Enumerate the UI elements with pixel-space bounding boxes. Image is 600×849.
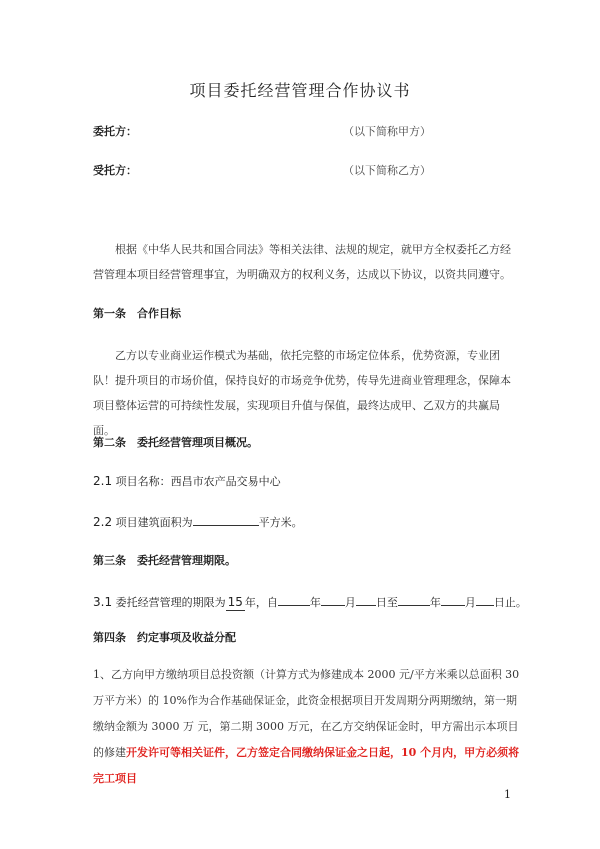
end-year-unit: 年 <box>429 596 441 609</box>
article-1-body: 乙方以专业商业运作模式为基础，依托完整的市场定位体系，优势资源，专业团队！提升项目的市场价值，保持良好的市场竞争优势，传导先进商业管理理念，保障本项目整体运营的可持续性发展，实现项目升值与保值，最终达成甲、乙双方的共赢局面。 <box>93 349 511 437</box>
item-2-1-number: 2.1 <box>93 474 113 488</box>
item-2-2-number: 2.2 <box>93 515 113 529</box>
area-blank <box>193 513 259 526</box>
start-day-unit: 日至 <box>375 596 398 609</box>
document-title: 项目委托经营管理合作协议书 <box>189 81 411 100</box>
party-b-note: （以下简称乙方） <box>343 164 431 177</box>
start-month-blank <box>321 593 345 606</box>
item-2-2-pre: 项目建筑面积为 <box>115 516 193 529</box>
end-month-blank <box>441 593 465 606</box>
end-day-unit: 日止。 <box>493 596 527 609</box>
party-a-label: 委托方： <box>93 125 137 138</box>
item-2-1-text: 项目名称：西昌市农产品交易中心 <box>115 475 281 488</box>
item-2-1 <box>93 473 281 490</box>
party-b-label: 受托方： <box>93 164 137 177</box>
party-a-note: （以下简称甲方） <box>343 125 431 138</box>
article-1-heading: 第一条 合作目标 <box>93 307 181 320</box>
page-number: 1 <box>504 788 511 801</box>
item-3-1-b: 年，自 <box>244 596 278 609</box>
article-2-heading: 第二条 委托经营管理项目概况。 <box>93 436 258 449</box>
article-4-p1-red-text: 开发许可等相关证件，乙方签定合同缴纳保证金之日起，10 个月内，甲方必须将完工项目 <box>93 746 520 785</box>
item-3-1-number: 3.1 <box>93 595 113 609</box>
item-3-1 <box>93 593 527 611</box>
item-2-2-post: 平方米。 <box>258 516 303 529</box>
article-3-heading: 第三条 委托经营管理期限。 <box>93 554 236 567</box>
start-day-blank <box>356 593 376 606</box>
item-3-1-a: 委托经营管理的期限为 <box>115 596 226 609</box>
end-month-unit: 月 <box>464 596 476 609</box>
preamble-paragraph: 根据《中华人民共和国合同法》等相关法律、法规的规定，就甲方全权委托乙方经营管理本项目经营管理事宜，为明确双方的权利义务，达成以下协议，以资共同遵守。 <box>93 243 511 281</box>
end-year-blank <box>398 593 430 606</box>
article-4-paragraph-1 <box>93 662 521 792</box>
end-day-blank <box>476 593 494 606</box>
item-2-2 <box>93 513 303 531</box>
start-month-unit: 月 <box>344 596 356 609</box>
start-year-blank <box>278 593 310 606</box>
article-4-heading: 第四条 约定事项及收益分配 <box>93 631 236 644</box>
article-4-p1-text: 1、乙方向甲方缴纳项目总投资额（计算方式为修建成本 2000 元/平方米乘以总面积 30 万平方米）的 10%作为合作基础保证金，此资金根据项目开发周期分两期缴纳，第一期缴纳金额为 3000 万 元，第二期 3000 万元，在乙方交纳保证金时，甲方需出示本项目的修建 <box>93 668 520 759</box>
start-year-unit: 年 <box>309 596 321 609</box>
term-years: 15 <box>227 595 243 609</box>
